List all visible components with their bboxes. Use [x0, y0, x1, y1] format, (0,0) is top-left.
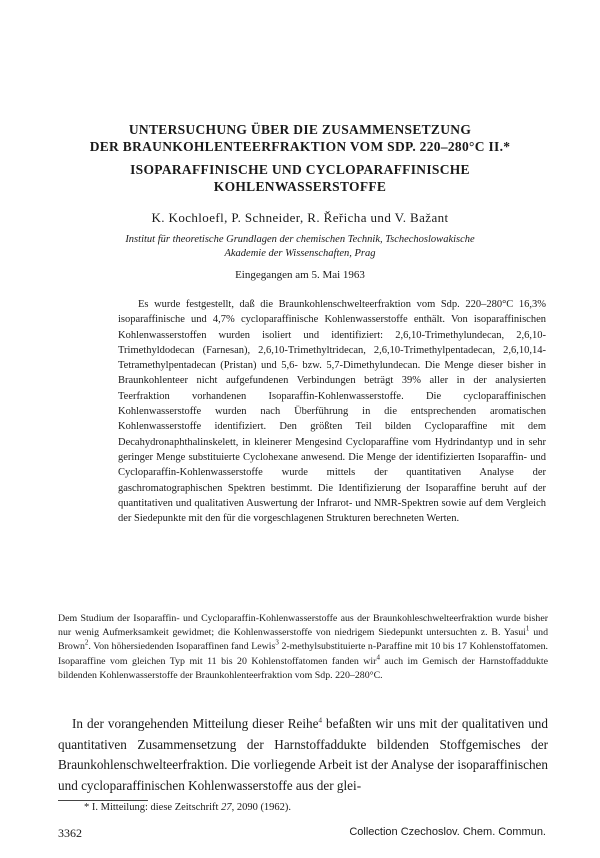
- intro-text-2: und Brown: [58, 627, 549, 653]
- main-text: [58, 714, 548, 796]
- main-paragraph: [58, 714, 548, 796]
- intro-text-3: . Von höhersiedenden Isoparaffinen fand Lewis: [88, 641, 276, 653]
- intro-text-4: 2-methylsubstituierte n-Paraffine mit 10 bis 17 Kohlenstoffatomen. Isoparaffine vom gleichen Typ mit 11 bis 20 Kohlenstoffatomen fanden wir: [58, 641, 548, 667]
- footnote-divider: [58, 800, 148, 801]
- footnote-mark: *: [84, 802, 90, 813]
- main-text-1: In der vorangehenden Mitteilung dieser Reihe: [72, 716, 319, 731]
- introduction-text: [58, 612, 548, 683]
- reference-2: 2: [84, 639, 89, 648]
- received-date: Eingegangen am 5. Mai 1963: [235, 269, 365, 281]
- author-list: K. Kochloefl, P. Schneider, R. Řeřicha und V. Bažant: [151, 210, 449, 225]
- affiliation-line-2: Akademie der Wissenschaften, Prag: [224, 248, 376, 259]
- intro-text-1: Dem Studium der Isoparaffin- und Cycloparaffin-Kohlenwasserstoffe aus der Braunkohleschwelteerfraktion wurde bisher nur wenig Aufmerksamkeit gewidmet; die Kohlenwasserstoffe von niedrigem Siedepunkt untersuchten z. B. Yasui: [58, 613, 548, 639]
- reference-main: 4: [318, 716, 322, 725]
- footnote: [84, 802, 291, 813]
- intro-text-5: auch im Gemisch der Harnstoffaddukte bildenden Kohlenwasserstoffe der Braunkohlenteerfraktion vom Sdp. 220–280°C.: [58, 655, 549, 681]
- subtitle-line-2: KOHLENWASSERSTOFFE: [213, 179, 387, 194]
- reference-1: 1: [525, 624, 530, 633]
- article-title: [60, 121, 540, 155]
- main-text-2: befaßten wir uns mit der qualitativen und quantitativen Zusammensetzung der Harnstoffaddukte bildenden Stoffgemisches der Braunkohlenschwelteerfraktion. Die vorliegende Arbeit ist der Analyse der isoparaffinischen und cycloparaffinischen Kohlenwasserstoffe aus der glei-: [58, 716, 548, 793]
- abstract-text: Es wurde festgestellt, daß die Braunkohlenschwelteerfraktion vom Sdp. 220–280°C 16,3% isoparaffinische und 4,7% cycloparaffinische Kohlenwasserstoffe enthält. Von isoparaffinischen Kohlenwasserstoffen wurden isoliert und identifiziert: 2,6,10-Trimethylundecan, 2,6,10-Trimethyldodecan (Farnesan), 2,6,10-Trimethyltridecan, 2,6,10-Trimethylpentadecan, 2,6,10,14-Tetramethylpentadecan (Pristan) und 5,6- bzw. 5,7-Dimethylundecan. Die Menge dieser bisher in Braunkohlenteer nicht aufgefundenen Verbindungen beträgt 39% aller in der analysierten Teerfraktion vorhandenen Isoparaffin-Kohlenwasserstoffe. Die cycloparaffinischen Kohlenwasserstoffe wurden nach Überführung in die entsprechenden aromatischen Kohlenwasserstoffe identifiziert. Den größten Teil bilden Cycloparaffine mit dem Decahydronaphthalinskelett, in kleinerer Mengesind Cycloparaffine vom Hydrindantyp und in sehr geringer Menge substituierte Cyclohexane anwesend. Die Menge der identifizierten Isoparaffin- und Cycloparaffin-Kohlenwasserstoffe wurde mittels der quantitativen Analyse der gaschromatographischen Spektren bestimmt. Die Identifizierung der Isoparaffine beruht auf der quantitativen und qualitativen Auswertung der Infrarot- und NMR-Spektren sowie auf dem Vergleich der Siedepunkte mit den für die vorgeschlagenen Strukturen berechneten Werten.: [118, 299, 546, 525]
- subtitle-line-1: ISOPARAFFINISCHE UND CYCLOPARAFFINISCHE: [130, 162, 470, 177]
- title-line-2: DER BRAUNKOHLENTEERFRAKTION VOM SDP. 220–280°C II.*: [89, 139, 511, 154]
- footnote-volume: 27: [221, 802, 232, 813]
- footnote-rest: , 2090 (1962).: [231, 802, 292, 813]
- title-line-1: UNTERSUCHUNG ÜBER DIE ZUSAMMENSETZUNG: [128, 122, 472, 137]
- journal-name: Collection Czechoslov. Chem. Commun.: [349, 826, 546, 838]
- page-number: 3362: [58, 826, 82, 840]
- article-subtitle: [60, 161, 540, 195]
- footnote-text: I. Mitteilung: diese Zeitschrift: [89, 802, 222, 813]
- affiliation: [90, 233, 510, 261]
- reference-4: 4: [376, 653, 380, 662]
- reference-3: 3: [275, 639, 279, 648]
- introduction-paragraph: [58, 612, 548, 683]
- affiliation-line-1: Institut für theoretische Grundlagen der chemischen Technik, Tschechoslowakische: [125, 234, 475, 245]
- abstract: [118, 297, 546, 526]
